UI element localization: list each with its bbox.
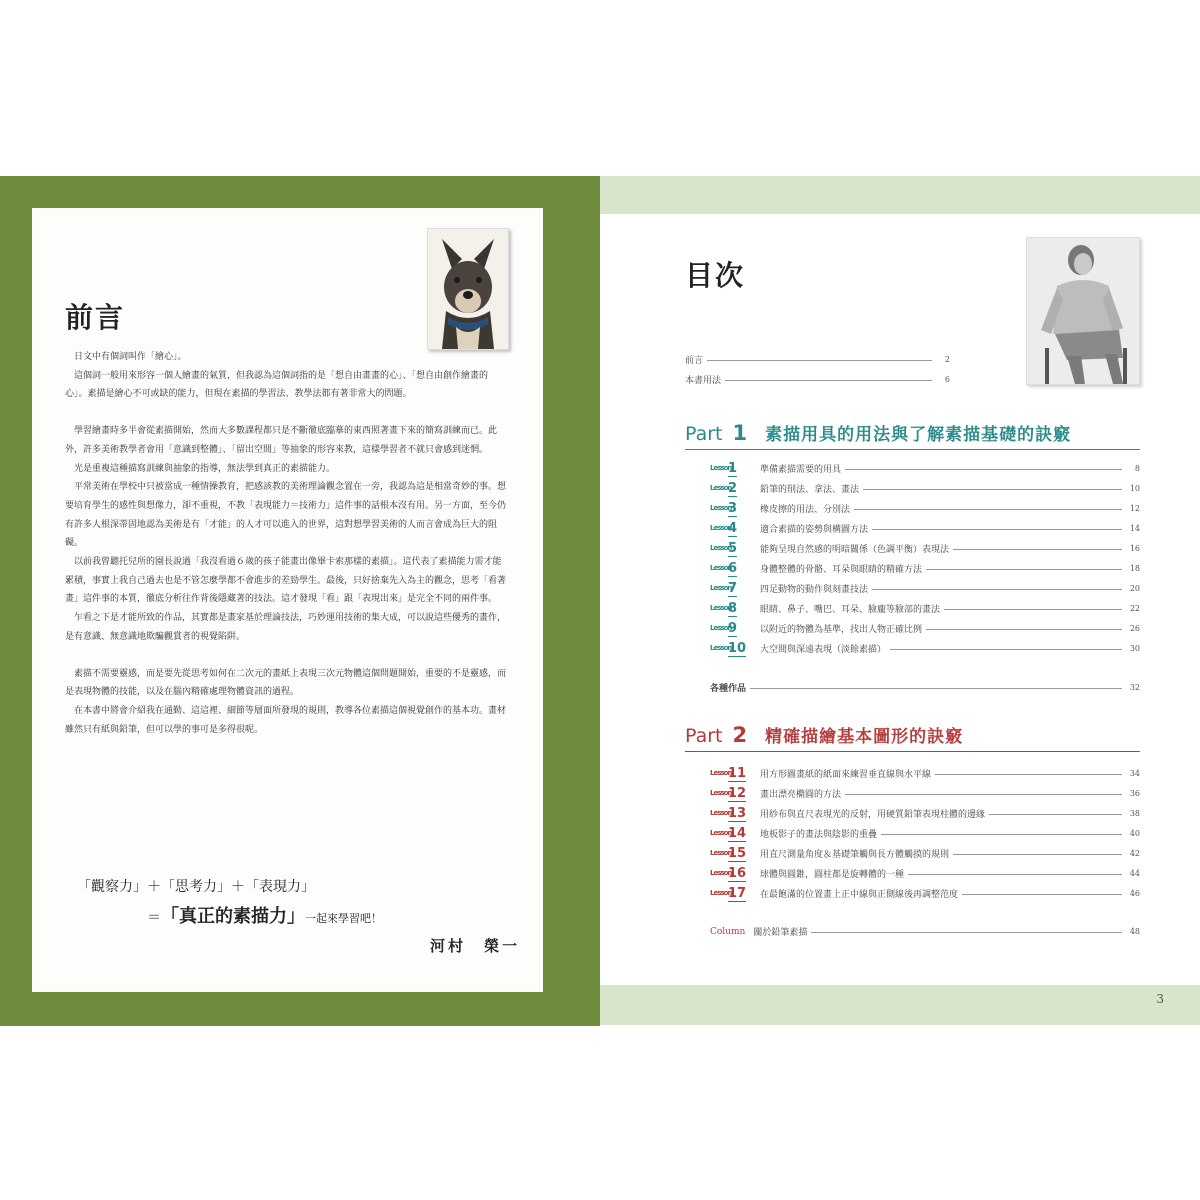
column-label: Column: [710, 926, 746, 937]
toc-title: 目次: [685, 259, 746, 292]
slogan-line2: [147, 902, 517, 928]
toc-lesson-row[interactable]: [710, 784, 1140, 802]
lesson-number: [710, 766, 760, 781]
lesson-title: 大空間與深遠表現（淡餘素描）: [760, 644, 887, 655]
left-page: [0, 176, 600, 1026]
toc-lesson-row[interactable]: [710, 539, 1140, 557]
lesson-number: [710, 601, 760, 616]
toc-lesson-row[interactable]: [710, 864, 1140, 882]
leader-line: [908, 874, 1122, 875]
lesson-num: 16: [728, 865, 747, 881]
lesson-prefix: Lesson: [710, 464, 732, 472]
lesson-title: 以附近的物體為基準，找出人物正確比例: [760, 624, 923, 635]
lesson-number: [710, 866, 760, 881]
paragraph: 在本書中將會介紹我在通勤、這這裡、細節等層面所發現的規則，教導各位素描這個視覺創作的基本功。畫材雖然只有紙與鉛筆，但可以學的事可是多得很呢。: [65, 705, 507, 735]
toc-lesson-row[interactable]: [710, 804, 1140, 822]
toc-lesson-row[interactable]: [710, 619, 1140, 637]
lesson-number: [710, 886, 760, 901]
lesson-prefix: Lesson: [710, 584, 732, 592]
lesson-page: 18: [1129, 563, 1140, 573]
paragraph: 以前我曾聽托兒所的園長說過「我沒看過６歲的孩子能畫出像畢卡索那樣的素描」。這代表了素描能力需才能累積，事實上我自己過去也是不管怎麼學都不會進步的差勁學生。最後，只好捨棄先入為主的觀念，思考「看著畫」這件事的本質，徹底分析往作背後隱藏著的技法。這才發現「看」跟「表現出來」是完全不同的兩件事。: [65, 557, 507, 605]
lesson-page: 26: [1129, 623, 1140, 633]
leader-line: [953, 549, 1122, 550]
toc-entry-label: 本書用法: [685, 376, 722, 386]
toc-lesson-row[interactable]: [710, 519, 1140, 537]
toc-entry-label: 關於鉛筆素描: [753, 928, 808, 938]
lesson-title: 在最飽滿的位置畫上正中線與正側線後再調整范度: [760, 889, 959, 900]
lesson-number: [710, 826, 760, 841]
lesson-prefix: Lesson: [710, 829, 732, 837]
leader-line: [725, 380, 932, 381]
lesson-page: 46: [1129, 888, 1140, 898]
part-number: 1: [732, 421, 748, 445]
part-title: 素描用具的用法與了解素描基礎的訣竅: [765, 425, 1072, 445]
portrait-illustration: [1026, 237, 1140, 385]
leader-line: [881, 834, 1122, 835]
foreword-body: [65, 348, 510, 739]
lesson-num: 6: [728, 560, 738, 576]
slogan-emphasis: 「真正的素描力」: [161, 906, 305, 927]
lesson-num: 7: [728, 580, 738, 596]
part-number: 2: [732, 723, 748, 747]
toc-entry-page: 6: [944, 375, 950, 384]
lesson-title: 鉛筆的削法、拿法、畫法: [760, 484, 860, 495]
footer-band: [600, 985, 1200, 1025]
leader-line: [707, 360, 932, 361]
paragraph: 光是重複這種描寫訓練與抽象的指導，無法學到真正的素描能力。: [74, 463, 336, 474]
lesson-title: 橡皮擦的用法、分別法: [760, 504, 851, 515]
lesson-num: 3: [728, 500, 738, 516]
lesson-prefix: Lesson: [710, 524, 732, 532]
page-number: 3: [1156, 992, 1164, 1006]
toc-entry-column[interactable]: [710, 925, 1140, 938]
lesson-prefix: Lesson: [710, 624, 732, 632]
lesson-number: [710, 521, 760, 536]
foreword-title: 前言: [65, 301, 126, 334]
toc-entry-how-to-use[interactable]: [685, 373, 950, 386]
lesson-num: 12: [728, 785, 747, 801]
lesson-page: 22: [1129, 603, 1140, 613]
lesson-num: 15: [728, 845, 747, 861]
lesson-num: 9: [728, 620, 738, 636]
lesson-number: [710, 481, 760, 496]
author-name: 河村 榮一: [430, 937, 521, 955]
paragraph: 素描不需要靈感，而是要先從思考如何在二次元的畫紙上表現三次元物體這個問題開始，重要的不是靈感，而是表現物體的技能，以及在腦內精確處理物體資訊的過程。: [65, 668, 507, 698]
toc-lesson-row[interactable]: [710, 844, 1140, 862]
lesson-prefix: Lesson: [710, 604, 732, 612]
lesson-title: 畫出漂亮橢圓的方法: [760, 789, 842, 800]
leader-line: [863, 489, 1122, 490]
toc-entry-label: 各種作品: [710, 684, 747, 694]
lesson-prefix: Lesson: [710, 809, 732, 817]
lesson-title: 四足動物的動作與刻畫技法: [760, 584, 869, 595]
part-label: Part: [685, 725, 723, 747]
leader-line: [872, 589, 1122, 590]
toc-lesson-row[interactable]: [710, 499, 1140, 517]
toc-lesson-row[interactable]: [710, 639, 1140, 657]
leader-line: [811, 932, 1122, 933]
lesson-page: 44: [1129, 868, 1140, 878]
part-title: 精確描繪基本圖形的訣竅: [765, 727, 964, 747]
lesson-page: 12: [1129, 503, 1140, 513]
lesson-title: 地板影子的畫法與陰影的重疊: [760, 829, 878, 840]
toc-lesson-row[interactable]: [710, 884, 1140, 902]
lesson-page: 16: [1129, 543, 1140, 553]
paragraph: 日文中有個詞叫作「繪心」。: [74, 352, 187, 362]
slogan-line1: 「觀察力」＋「思考力」＋「表現力」: [77, 879, 315, 895]
paragraph: 平常美術在學校中只被當成一種情操教育，把感該教的美術理論觀念置在一旁，我認為這是相當奇妙的事。想要培育學生的感性與想像力，卻不重視，不教「表現能力＝技術力」這件事的話根本沒有用。另一方面，至今仍有許多人根深蒂固地認為美術是有「才能」的人才可以進入的世界，這對想學習美術的人而言會成為巨大的阻礙。: [65, 482, 507, 549]
toc-lesson-row[interactable]: [710, 764, 1140, 782]
lesson-number: [710, 641, 760, 656]
dog-illustration: [427, 228, 509, 350]
part-label: Part: [685, 423, 723, 445]
lesson-page: 34: [1129, 768, 1140, 778]
toc-lesson-row[interactable]: [710, 559, 1140, 577]
lesson-num: 14: [728, 825, 747, 841]
lesson-num: 5: [728, 540, 738, 556]
leader-line: [872, 529, 1122, 530]
lesson-title: 身體整體的骨骼、耳朵與眼睛的精確方法: [760, 564, 923, 575]
leader-line: [750, 688, 1122, 689]
lesson-page: 38: [1129, 808, 1140, 818]
lesson-number: [710, 561, 760, 576]
leader-line: [962, 894, 1122, 895]
foreword-sheet: [32, 208, 543, 992]
lesson-prefix: Lesson: [710, 564, 732, 572]
lesson-title: 球體與圓錐，圓柱都是旋轉體的一種: [760, 869, 905, 880]
toc-lesson-row[interactable]: [710, 599, 1140, 617]
lesson-prefix: Lesson: [710, 849, 732, 857]
lesson-number: [710, 846, 760, 861]
paragraph: 學習繪畫時多半會從素描開始，然而大多數課程都只是不斷徹底臨摹的東西照著畫下來的簡寫訓練而已。此外，許多美術教學者會用「意識到整體」、「留出空間」等抽象的形容來教，這樣學習者不就只會感到迷惘。: [65, 426, 498, 455]
lesson-page: 14: [1129, 523, 1140, 533]
lesson-prefix: Lesson: [710, 769, 732, 777]
lesson-title: 能夠呈現自然感的明暗關係（色調平衡）表現法: [760, 544, 950, 555]
leader-line: [890, 649, 1122, 650]
leader-line: [944, 609, 1122, 610]
toc-entry-works[interactable]: [710, 681, 1140, 694]
lesson-title: 用方形圖畫紙的紙面來練習垂直線與水平線: [760, 769, 932, 780]
header-band: [600, 176, 1200, 214]
toc-lesson-row[interactable]: [710, 479, 1140, 497]
lesson-number: [710, 581, 760, 596]
lesson-page: 42: [1129, 848, 1140, 858]
toc-entry-page: 48: [1129, 927, 1140, 936]
lesson-page: 40: [1129, 828, 1140, 838]
leader-line: [953, 854, 1122, 855]
lesson-prefix: Lesson: [710, 544, 732, 552]
toc-lesson-row[interactable]: [710, 459, 1140, 477]
lesson-prefix: Lesson: [710, 644, 732, 652]
lesson-title: 眼睛、鼻子、嘴巴、耳朵、臉龐等臉部的畫法: [760, 604, 941, 615]
slogan: [77, 876, 517, 928]
lesson-number: [710, 541, 760, 556]
lesson-number: [710, 786, 760, 801]
lesson-page: 8: [1134, 463, 1140, 473]
toc-lesson-row[interactable]: [710, 579, 1140, 597]
lesson-prefix: Lesson: [710, 484, 732, 492]
paragraph: 這個詞一般用來形容一個人繪畫的氣質，但我認為這個詞指的是「想自由畫畫的心」、「想自由創作繪畫的心」。素描是繪心不可或缺的能力，但現在素描的學習法、教學法都有著非常大的問題。: [65, 370, 489, 400]
toc-entry-label: 前言: [685, 356, 704, 366]
lesson-page: 20: [1129, 583, 1140, 593]
lesson-num: 8: [728, 600, 738, 616]
lesson-num: 2: [728, 480, 738, 496]
lesson-page: 30: [1129, 643, 1140, 653]
lesson-num: 1: [728, 460, 738, 476]
toc-lesson-row[interactable]: [710, 824, 1140, 842]
lesson-prefix: Lesson: [710, 869, 732, 877]
lesson-title: 準備素描需要的用具: [760, 464, 842, 475]
toc-entry-page: 2: [944, 355, 950, 364]
lesson-num: 10: [728, 640, 747, 656]
lesson-prefix: Lesson: [710, 504, 732, 512]
lesson-page: 36: [1129, 788, 1140, 798]
leader-line: [845, 469, 1122, 470]
lesson-number: [710, 621, 760, 636]
slogan-equals: ＝: [147, 910, 161, 926]
lesson-title: 用紗布與直尺表現光的反射，用硬質鉛筆表現柱體的邊緣: [760, 809, 986, 820]
lesson-prefix: Lesson: [710, 889, 732, 897]
lesson-title: 適合素描的姿勢與構圖方法: [760, 524, 869, 535]
lesson-prefix: Lesson: [710, 789, 732, 797]
lesson-number: [710, 806, 760, 821]
leader-line: [926, 569, 1122, 570]
leader-line: [854, 509, 1122, 510]
toc-entry-page: 32: [1129, 683, 1140, 692]
lesson-number: [710, 461, 760, 476]
lesson-title: 用直尺測量角度＆基礎筆觸與長方體觸摸的規則: [760, 849, 950, 860]
lesson-number: [710, 501, 760, 516]
lesson-page: 10: [1129, 483, 1140, 493]
lesson-num: 17: [728, 885, 747, 901]
part2-heading[interactable]: [685, 722, 1140, 752]
leader-line: [845, 794, 1122, 795]
leader-line: [926, 629, 1122, 630]
lesson-num: 11: [728, 765, 747, 781]
leader-line: [935, 774, 1122, 775]
slogan-tail: 一起來學習吧！: [305, 912, 382, 925]
lesson-num: 4: [728, 520, 738, 536]
paragraph: 乍看之下是才能所致的作品，其實都是畫家基於理論技法，巧妙運用技術的集大成，可以說這些優秀的畫作，是有意識、無意識地欺騙觀賞者的視覺陷阱。: [65, 613, 507, 642]
toc-entry-foreword[interactable]: [685, 353, 950, 366]
part1-heading[interactable]: [685, 420, 1140, 450]
leader-line: [989, 814, 1122, 815]
lesson-num: 13: [728, 805, 747, 821]
